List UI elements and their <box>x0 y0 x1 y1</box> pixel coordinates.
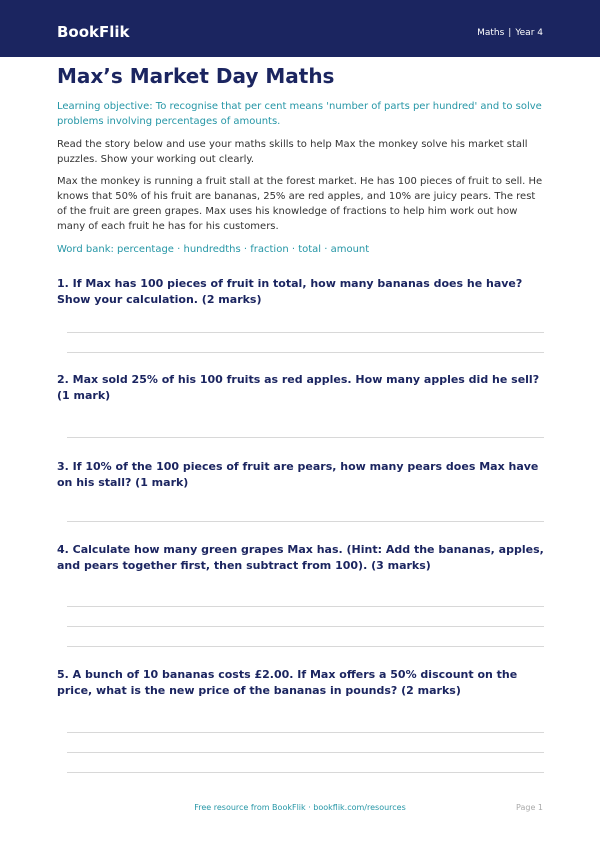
subject-label: Maths <box>477 28 505 38</box>
answer-line[interactable] <box>67 772 544 773</box>
separator: | <box>508 28 512 38</box>
story-text: Max the monkey is running a fruit stall at the forest market. He has 100 pieces of fruit to sell. He knows that 50% of his fruit are bananas, 25% are red apples, and 10% are juicy pears. The rest of the fruit are green grapes. Max uses his knowledge of fractions to help him work out how many of each fruit he has for his customers. <box>57 176 543 232</box>
header-bar <box>0 0 600 57</box>
question-4 <box>57 542 544 647</box>
footer-credit-link[interactable]: Free resource from BookFlik · bookflik.com/resources <box>194 803 406 812</box>
question-text: 3. If 10% of the 100 pieces of fruit are pears, how many pears does Max have on his stall? (1 mark) <box>57 460 539 489</box>
question-2 <box>57 372 544 438</box>
intro-text: Read the story below and use your maths skills to help Max the monkey solve his market stall puzzles. Show your working out clearly. <box>57 139 528 165</box>
question-text: 2. Max sold 25% of his 100 fruits as red apples. How many apples did he sell? (1 mark) <box>57 373 540 402</box>
year-label: Year 4 <box>515 28 543 38</box>
question-text: 4. Calculate how many green grapes Max has. (Hint: Add the bananas, apples, and pears together first, then subtract from 100). (3 marks) <box>57 543 544 572</box>
question-5 <box>57 667 544 773</box>
learning-objective: Learning objective: To recognise that per cent means 'number of parts per hundred' and to solve problems involving percentages of amounts. <box>57 101 542 127</box>
worksheet-body <box>57 99 544 773</box>
page-number: Page 1 <box>516 803 543 812</box>
question-1 <box>57 276 544 353</box>
question-text: 1. If Max has 100 pieces of fruit in total, how many bananas does he have? Show your calculation. (2 marks) <box>57 277 523 306</box>
subject-year-label <box>477 28 543 38</box>
word-bank: Word bank: percentage · hundredths · fraction · total · amount <box>57 244 370 255</box>
question-text: 5. A bunch of 10 bananas costs £2.00. If Max offers a 50% discount on the price, what is the new price of the bananas in pounds? (2 marks) <box>57 668 518 697</box>
question-3 <box>57 459 544 522</box>
worksheet-title: Max’s Market Day Maths <box>57 64 335 88</box>
brand-logo: BookFlik <box>57 23 130 41</box>
